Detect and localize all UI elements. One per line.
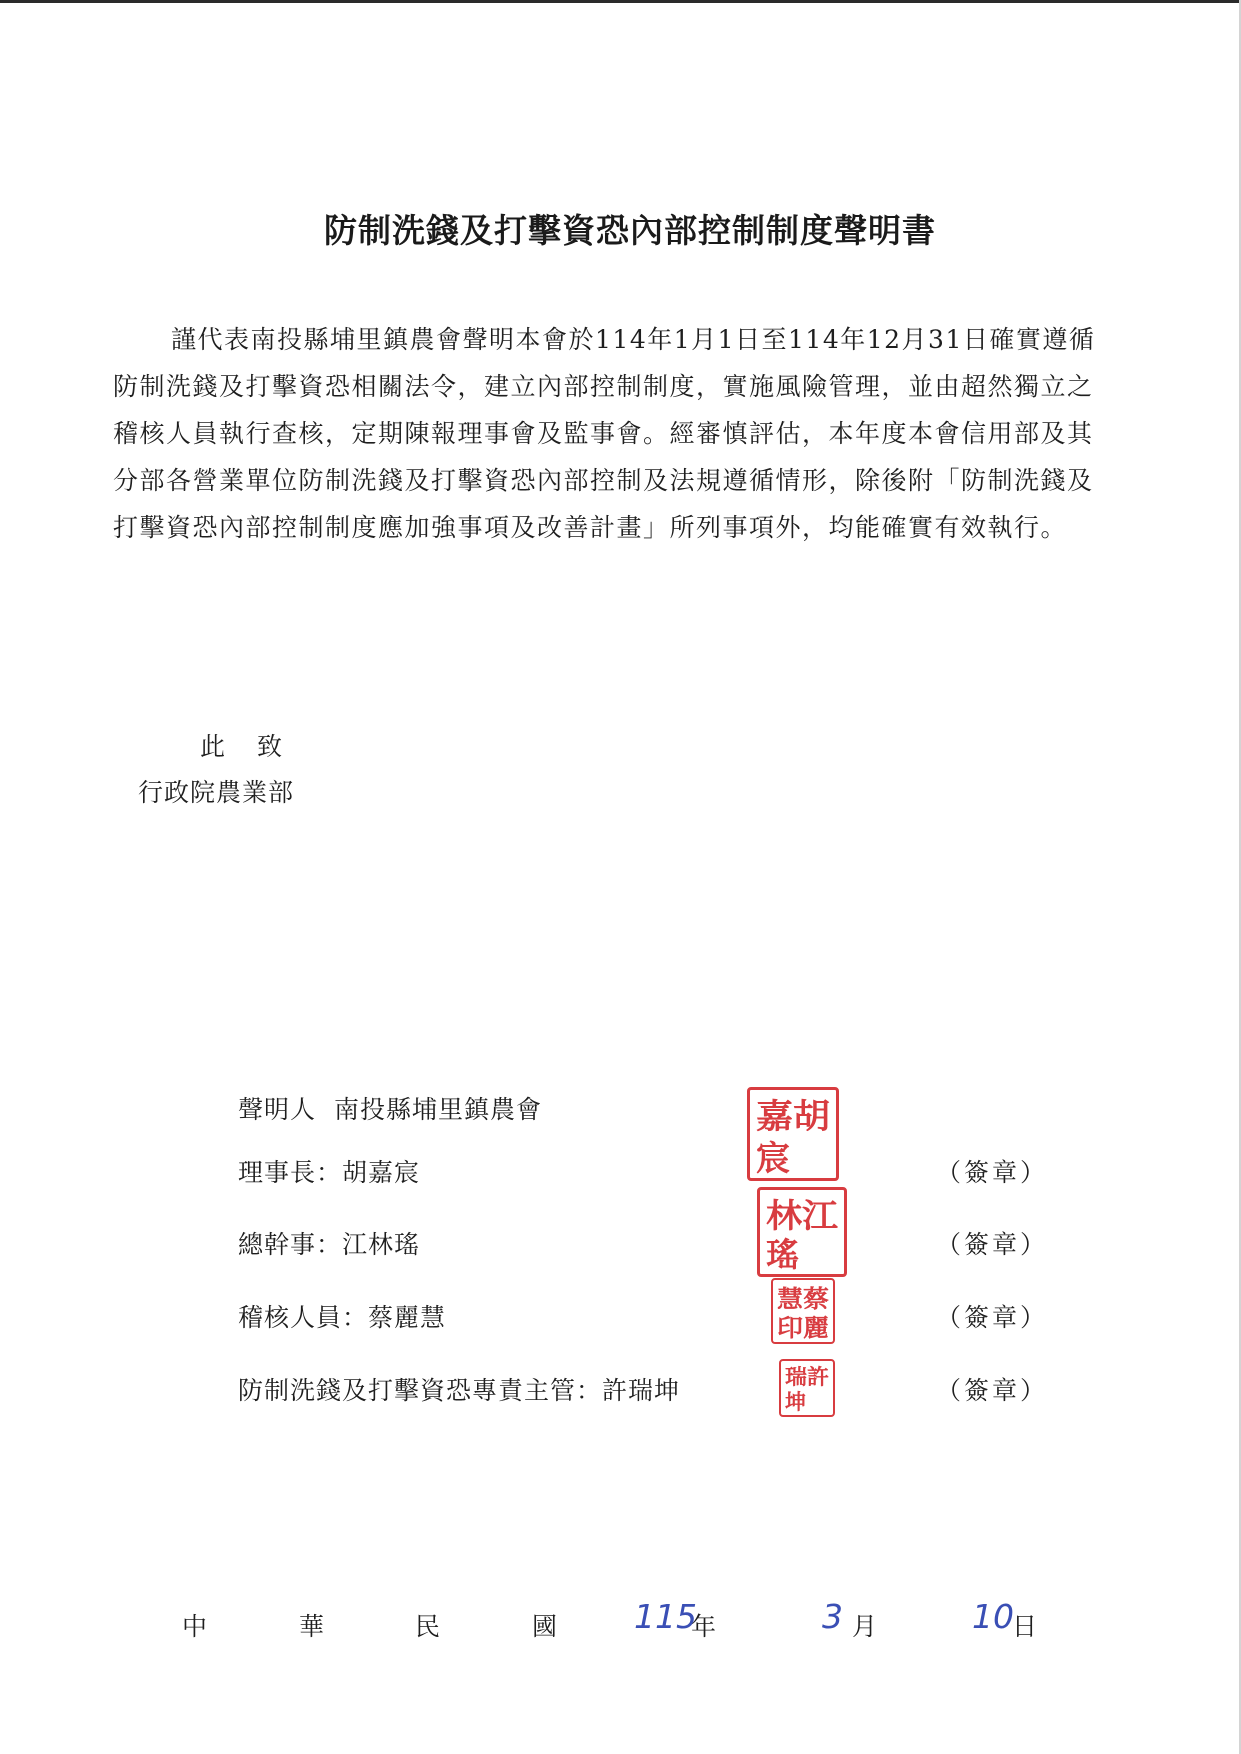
date-char: 中: [182, 1612, 208, 1641]
stamp-text: 坤: [785, 1389, 806, 1414]
stamp-text: 林江: [766, 1196, 838, 1235]
handwritten-year: 115: [634, 1597, 697, 1636]
stamp-general-manager-seal: [757, 1187, 847, 1277]
stamp-text: 瑤: [766, 1235, 799, 1274]
declarant-label: 聲明人: [238, 1095, 317, 1124]
scan-top-edge: [0, 0, 1241, 3]
signature-row-chairman: [238, 1153, 420, 1189]
declaration-body: 謹代表南投縣埔里鎮農會聲明本會於114年1月1日至114年12月31日確實遵循防制洗錢及打擊資恐相關法令，建立內部控制制度，實施風險管理，並由超然獨立之稽核人員執行查核，定期陳報理事會及監事會。經審慎評估，本年度本會信用部及其分部各營業單位防制洗錢及打擊資恐內部控制及法規遵循情形，除後附「防制洗錢及打擊資恐內部控制制度應加強事項及改善計畫」所列事項外，均能確實有效執行。: [113, 325, 1096, 542]
handwritten-month: 3: [822, 1597, 843, 1636]
declarant-value: 南投縣埔里鎮農會: [334, 1095, 543, 1124]
document-title: 防制洗錢及打擊資恐內部控制制度聲明書: [324, 211, 936, 250]
recipient: 行政院農業部: [138, 778, 295, 807]
handwritten-day: 10: [972, 1597, 1014, 1636]
seal-mark-general-manager: （簽章）: [935, 1230, 1048, 1259]
signature-name: 蔡麗慧: [368, 1303, 447, 1332]
declarant-line: [238, 1090, 542, 1126]
signature-label: 理事長：: [238, 1158, 343, 1187]
seal-mark-chairman: （簽章）: [935, 1158, 1048, 1187]
signature-label: 稽核人員：: [238, 1303, 369, 1332]
date-month-unit: 月: [852, 1612, 878, 1641]
stamp-text: 瑞許: [785, 1364, 829, 1389]
signature-row-aml-officer: [238, 1371, 680, 1407]
date-day-unit: 日: [1012, 1612, 1038, 1641]
signature-name: 胡嘉宸: [342, 1158, 421, 1187]
closing-phrase: 此 致: [200, 732, 294, 761]
signature-name: 江林瑤: [342, 1230, 421, 1259]
stamp-text: 慧蔡: [777, 1284, 829, 1313]
signature-name: 許瑞坤: [602, 1376, 681, 1405]
stamp-auditor-seal: [771, 1278, 835, 1344]
date-year-unit: 年: [691, 1612, 717, 1641]
stamp-text: 印麗: [777, 1313, 829, 1342]
stamp-aml-officer-seal: [779, 1359, 835, 1417]
seal-mark-aml-officer: （簽章）: [935, 1376, 1048, 1405]
seal-mark-auditor: （簽章）: [935, 1303, 1048, 1332]
stamp-chairman-seal: [747, 1087, 839, 1181]
date-char: 國: [532, 1612, 558, 1641]
signature-label: 總幹事：: [238, 1230, 343, 1259]
signature-row-general-manager: [238, 1225, 420, 1261]
date-char: 民: [415, 1612, 441, 1641]
stamp-text: 嘉胡: [756, 1097, 830, 1137]
stamp-text: 宸: [756, 1139, 790, 1178]
signature-row-auditor: [238, 1298, 446, 1334]
signature-label: 防制洗錢及打擊資恐專責主管：: [238, 1376, 603, 1405]
date-char: 華: [299, 1612, 325, 1641]
